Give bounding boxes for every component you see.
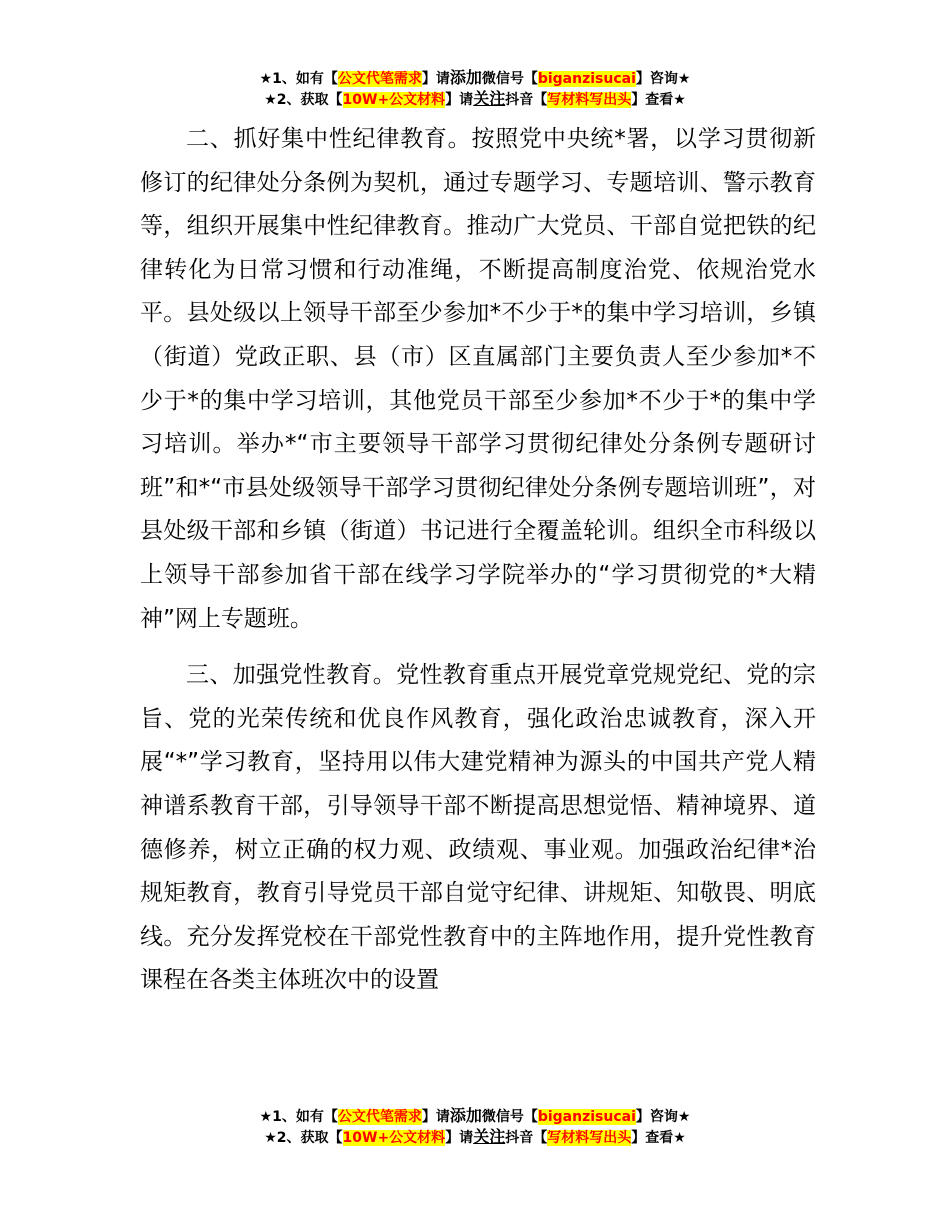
highlight-text: 公文代笔需求: [337, 1109, 422, 1125]
banner-text: ★2、获取【: [264, 1130, 343, 1146]
footer-banner: [0, 1106, 950, 1148]
banner-text: 】请: [445, 92, 474, 108]
banner-text: 】咨询★: [635, 71, 691, 87]
wechat-id-highlight: biganzisucai: [537, 1109, 636, 1125]
banner-line-2: [0, 1127, 950, 1148]
banner-text: 抖音【: [505, 1130, 548, 1146]
banner-line-1: [0, 1106, 950, 1127]
header-banner: [0, 68, 950, 110]
highlight-text: 公文代笔需求: [337, 71, 422, 87]
highlight-text: 10W+公文材料: [342, 92, 446, 108]
banner-text: 】请: [445, 1130, 474, 1146]
banner-text: 】查看★: [631, 1130, 686, 1146]
banner-text: 添加: [449, 68, 482, 87]
banner-text: 微信号【: [481, 1109, 538, 1125]
banner-text: 微信号【: [481, 71, 538, 87]
wechat-id-highlight: biganzisucai: [537, 71, 636, 87]
banner-text: ★2、获取【: [264, 92, 343, 108]
highlight-text: 10W+公文材料: [342, 1130, 446, 1146]
banner-text: 关注: [473, 1127, 506, 1146]
banner-text: 抖音【: [505, 92, 548, 108]
banner-text: 添加: [449, 1106, 482, 1125]
banner-text: 】咨询★: [635, 1109, 691, 1125]
paragraph: 三、加强党性教育。党性教育重点开展党章党规党纪、党的宗旨、党的光荣传统和优良作风教育，强化政治忠诚教育，深入开展“*”学习教育，坚持用以伟大建党精神为源头的中国共产党人精神谱系教育干部，引导领导干部不断提高思想觉悟、精神境界、道德修养，树立正确的权力观、政绩观、事业观。加强政治纪律*治规矩教育，教育引导党员干部自觉守纪律、讲规矩、知敬畏、明底线。充分发挥党校在干部党性教育中的主阵地作用，提升党性教育课程在各类主体班次中的设置: [140, 662, 816, 994]
banner-text: 】请: [421, 71, 450, 87]
banner-text: 关注: [473, 89, 506, 108]
douyin-id-highlight: 写材料写出头: [547, 1130, 632, 1146]
banner-line-2: [0, 89, 950, 110]
paragraph: 二、抓好集中性纪律教育。按照党中央统*署，以学习贯彻新修订的纪律处分条例为契机，通过专题学习、专题培训、警示教育等，组织开展集中性纪律教育。推动广大党员、干部自觉把铁的纪律转化为日常习惯和行动准绳，不断提高制度治党、依规治党水平。县处级以上领导干部至少参加*不少于*的集中学习培训，乡镇（街道）党政正职、县（市）区直属部门主要负责人至少参加*不少于*的集中学习培训，其他党员干部至少参加*不少于*的集中学习培训。举办*“市主要领导干部学习贯彻纪律处分条例专题研讨班”和*“市县处级领导干部学习贯彻纪律处分条例专题培训班”，对县处级干部和乡镇（街道）书记进行全覆盖轮训。组织全市科级以上领导干部参加省干部在线学习学院举办的“学习贯彻党的*大精神”网上专题班。: [140, 126, 816, 632]
banner-text: 】查看★: [631, 92, 686, 108]
banner-line-1: [0, 68, 950, 89]
document-body: [140, 118, 816, 1003]
banner-text: 】请: [421, 1109, 450, 1125]
banner-text: ★1、如有【: [259, 1109, 338, 1125]
douyin-id-highlight: 写材料写出头: [547, 92, 632, 108]
banner-text: ★1、如有【: [259, 71, 338, 87]
